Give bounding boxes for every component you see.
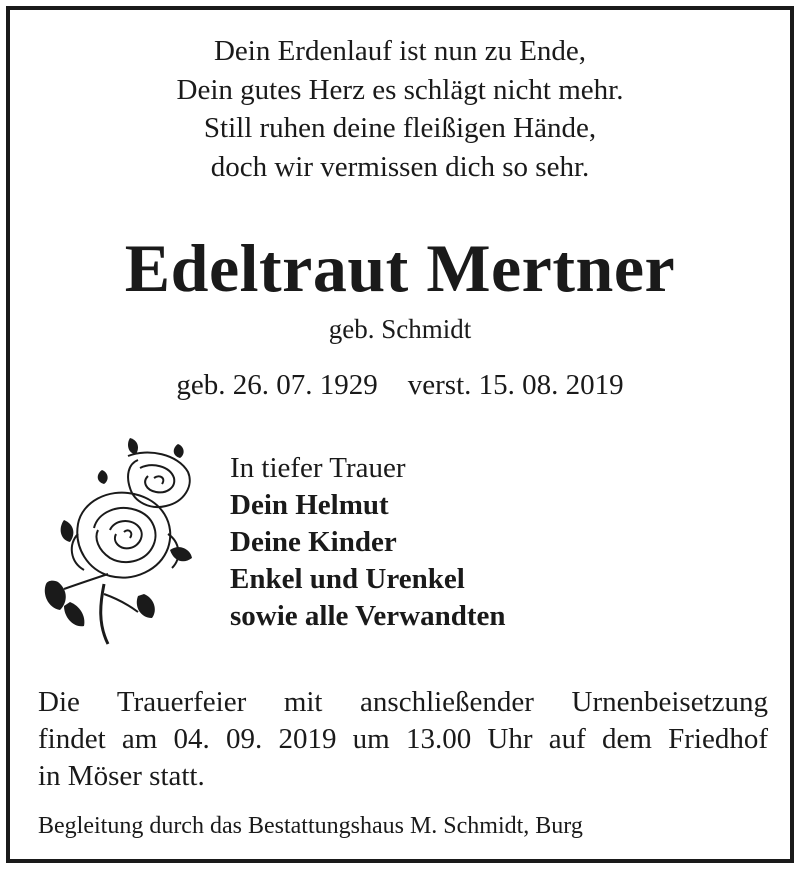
mourner-name: Dein Helmut [230,489,389,521]
birth-name: geb. Schmidt [328,314,472,344]
mourner-name: Deine Kinder [230,526,397,558]
ceremony-line: Die Trauerfeier mit anschließender Urnenbeisetzung [38,686,768,718]
poem-line: Still ruhen deine fleißigen Hände, [203,112,597,144]
funeral-home-note: Begleitung durch das Bestattungshaus M. Schmidt, Burg [38,813,583,839]
rose-icon [38,424,198,646]
ceremony-info [38,684,768,795]
mourners-list [230,450,506,635]
mourning-intro: In tiefer Trauer [230,452,406,484]
poem-line: Dein gutes Herz es schlägt nicht mehr. [176,73,624,106]
deceased-name: Edeltraut Mertner [124,230,676,306]
life-dates [10,366,790,404]
ceremony-line: in Möser statt. [38,760,205,792]
mourner-name: Enkel und Urenkel [230,563,465,595]
obituary-notice [6,6,794,863]
death-date: verst. 15. 08. 2019 [407,369,624,401]
ceremony-line: findet am 04. 09. 2019 um 13.00 Uhr auf dem Friedhof [38,723,768,755]
poem-line: Dein Erdenlauf ist nun zu Ende, [213,35,587,67]
mourner-name: sowie alle Verwandten [230,600,506,632]
poem-line: doch wir vermissen dich so sehr. [210,150,590,183]
memorial-poem [10,32,790,186]
birth-date: geb. 26. 07. 1929 [176,369,378,401]
